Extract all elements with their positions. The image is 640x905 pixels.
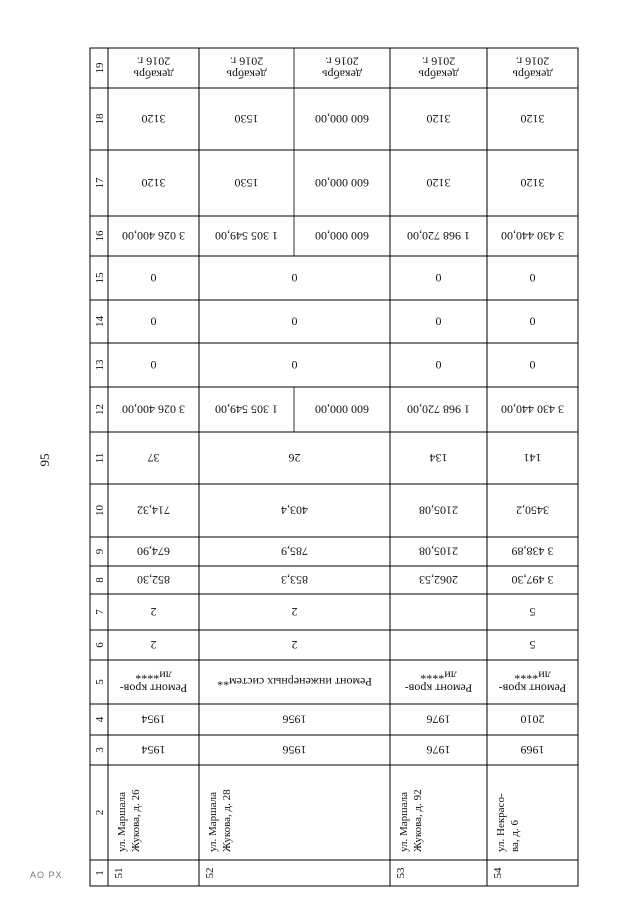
address-cell-line: ул. Маршала bbox=[207, 792, 219, 852]
cost-cell bbox=[530, 271, 536, 285]
total-cost-cell-line: 3 430 440,00 bbox=[501, 402, 564, 417]
entrances-cell bbox=[292, 605, 298, 619]
column-number-header bbox=[94, 870, 106, 876]
cost-cell bbox=[292, 315, 298, 329]
column-number-header bbox=[94, 548, 106, 554]
column-number-header-line: 13 bbox=[94, 359, 106, 371]
fund-cost-cell bbox=[122, 229, 185, 243]
total-area-cell-line: 852,30 bbox=[137, 573, 170, 587]
address-cell-line: Жукова, д. 92 bbox=[412, 789, 424, 852]
cost-cell-line: 0 bbox=[529, 314, 536, 329]
address-cell-line: Жукова, д. 28 bbox=[221, 789, 233, 852]
area-cell bbox=[512, 545, 554, 559]
table-grid bbox=[90, 48, 578, 886]
completion-date-cell bbox=[133, 55, 174, 82]
total-area-cell-line: 853,3 bbox=[281, 573, 308, 587]
max-unit-cost-cell-line: 600 000,00 bbox=[315, 112, 369, 126]
max-unit-cost-cell-line: 3120 bbox=[426, 112, 451, 126]
column-number-header bbox=[94, 230, 106, 242]
completion-date-cell bbox=[226, 55, 267, 82]
entrances-cell-line: 2 bbox=[150, 605, 157, 619]
max-unit-cost-cell-line: 3120 bbox=[141, 112, 166, 126]
completion-date-cell-line: декабрь bbox=[133, 67, 174, 82]
max-unit-cost-cell bbox=[427, 112, 451, 126]
completion-date-cell-line: декабрь bbox=[322, 67, 362, 82]
address-cell-line: Жукова, д. 26 bbox=[130, 789, 142, 852]
floors-cell bbox=[151, 638, 157, 652]
column-number-header-line: 3 bbox=[94, 747, 106, 753]
year-commissioned-cell bbox=[427, 713, 451, 727]
year-built-cell-line: 1976 bbox=[426, 743, 451, 757]
work-type-cell-line: ли**** bbox=[135, 668, 172, 683]
completion-date-cell-line: 2016 г. bbox=[515, 54, 550, 69]
address-cell bbox=[398, 789, 424, 852]
address-cell-line: ул. Маршала bbox=[398, 792, 410, 852]
cost-cell bbox=[292, 358, 298, 372]
column-number-header-line: 5 bbox=[94, 679, 106, 685]
cost-cell-line: 0 bbox=[435, 358, 442, 372]
row-number bbox=[492, 867, 504, 879]
row-number-line: 51 bbox=[113, 867, 125, 879]
column-number-header-line: 10 bbox=[94, 505, 106, 516]
column-number-header bbox=[94, 505, 106, 517]
max-unit-cost-cell bbox=[235, 112, 259, 126]
work-type-cell-line: Ремонт кров- bbox=[498, 681, 567, 696]
area-cell bbox=[137, 545, 170, 559]
year-commissioned-cell-line: 1976 bbox=[426, 712, 451, 727]
corner-mark: AO PX bbox=[30, 870, 63, 880]
total-cost-cell-line: 1 968 720,00 bbox=[407, 402, 470, 417]
cost-cell bbox=[151, 358, 157, 372]
row-number bbox=[113, 868, 125, 879]
cost-cell bbox=[530, 358, 536, 372]
cost-cell-line: 0 bbox=[291, 271, 298, 285]
column-number-header bbox=[94, 316, 106, 328]
column-number-header-line: 17 bbox=[94, 177, 106, 189]
work-type-cell bbox=[405, 669, 473, 696]
row-number-line: 54 bbox=[492, 867, 504, 879]
column-number-header-line: 11 bbox=[94, 452, 106, 464]
residents-cell-line: 26 bbox=[288, 451, 301, 465]
column-number-header bbox=[94, 609, 106, 615]
area-cell bbox=[419, 545, 458, 559]
living-area-cell bbox=[516, 504, 549, 518]
living-area-cell-line: 403,4 bbox=[281, 503, 308, 518]
cost-cell-line: 0 bbox=[150, 271, 157, 285]
year-commissioned-cell bbox=[283, 713, 307, 727]
year-built-cell bbox=[142, 743, 166, 757]
total-cost-cell bbox=[407, 403, 470, 417]
work-type-cell bbox=[499, 669, 567, 696]
cost-cell bbox=[436, 271, 442, 285]
address-cell bbox=[116, 789, 142, 852]
residents-cell bbox=[148, 451, 160, 465]
residents-cell-line: 141 bbox=[523, 451, 542, 465]
column-number-header bbox=[94, 747, 106, 753]
column-number-header bbox=[94, 679, 106, 685]
cost-cell-line: 0 bbox=[291, 314, 298, 329]
address-cell bbox=[207, 789, 233, 852]
completion-date-cell-line: 2016 г. bbox=[325, 54, 359, 69]
completion-date-cell bbox=[418, 55, 459, 82]
living-area-cell bbox=[137, 504, 170, 518]
residents-cell-line: 37 bbox=[147, 451, 160, 465]
max-unit-cost-cell bbox=[315, 112, 369, 126]
total-cost-cell-line: 600 000,00 bbox=[315, 402, 369, 417]
work-type-cell-line: ли**** bbox=[514, 668, 551, 683]
page-number: 95 bbox=[37, 453, 52, 467]
entrances-cell bbox=[151, 605, 157, 619]
unit-cost-cell bbox=[315, 176, 369, 190]
fund-cost-cell-line: 3 026 400,00 bbox=[122, 229, 185, 243]
completion-date-cell-line: 2016 г. bbox=[229, 54, 264, 69]
cost-cell bbox=[530, 315, 536, 329]
cost-cell-line: 0 bbox=[435, 314, 442, 329]
completion-date-cell-line: декабрь bbox=[226, 67, 267, 82]
cost-cell-line: 0 bbox=[291, 358, 298, 372]
residents-cell-line: 134 bbox=[429, 451, 448, 465]
row-number bbox=[204, 868, 216, 879]
total-area-cell bbox=[419, 573, 458, 587]
total-cost-cell-line: 3 026 400,00 bbox=[122, 402, 185, 417]
area-cell-line: 785,9 bbox=[281, 544, 308, 559]
unit-cost-cell-line: 3120 bbox=[141, 176, 166, 190]
year-built-cell-line: 1956 bbox=[282, 743, 307, 757]
cost-cell bbox=[151, 271, 157, 285]
area-cell-line: 3 438,89 bbox=[511, 544, 554, 559]
column-number-header-line: 9 bbox=[94, 548, 106, 555]
cost-cell-line: 0 bbox=[435, 271, 442, 285]
unit-cost-cell bbox=[235, 176, 259, 190]
work-type-cell-line: ли**** bbox=[420, 668, 457, 683]
year-built-cell-line: 1954 bbox=[141, 743, 166, 757]
total-cost-cell bbox=[215, 403, 278, 417]
cost-cell-line: 0 bbox=[529, 271, 536, 285]
fund-cost-cell-line: 600 000,00 bbox=[315, 229, 369, 243]
column-number-header-line: 2 bbox=[94, 809, 106, 816]
column-number-header bbox=[94, 810, 106, 816]
year-commissioned-cell-line: 1956 bbox=[282, 712, 307, 727]
work-type-cell bbox=[120, 669, 188, 696]
work-type-cell-line: Ремонт кров- bbox=[404, 681, 473, 696]
floors-cell bbox=[292, 638, 298, 652]
address-cell bbox=[495, 793, 521, 852]
max-unit-cost-cell-line: 1530 bbox=[234, 112, 259, 126]
area-cell bbox=[281, 545, 308, 559]
completion-date-cell bbox=[512, 55, 553, 82]
completion-date-cell-line: 2016 г. bbox=[421, 54, 456, 69]
living-area-cell-line: 3450,2 bbox=[516, 503, 549, 518]
living-area-cell-line: 2105,08 bbox=[419, 503, 458, 518]
year-built-cell-line: 1969 bbox=[520, 743, 545, 757]
column-number-header-line: 12 bbox=[94, 404, 106, 415]
unit-cost-cell bbox=[427, 176, 451, 190]
total-area-cell bbox=[512, 573, 554, 587]
column-number-header bbox=[94, 62, 106, 74]
fund-cost-cell-line: 3 430 440,00 bbox=[501, 229, 564, 243]
fund-cost-cell bbox=[501, 229, 564, 243]
year-built-cell bbox=[427, 743, 451, 757]
unit-cost-cell-line: 3120 bbox=[520, 176, 545, 190]
column-number-header-line: 15 bbox=[94, 272, 106, 284]
cost-cell-line: 0 bbox=[150, 314, 157, 329]
address-cell-line: ул. Маршала bbox=[116, 792, 128, 852]
column-number-header bbox=[94, 272, 106, 284]
max-unit-cost-cell bbox=[521, 112, 545, 126]
total-cost-cell bbox=[315, 403, 369, 417]
floors-cell-line: 2 bbox=[291, 638, 298, 652]
fund-cost-cell bbox=[407, 229, 470, 243]
address-cell-line: ва, д. 6 bbox=[509, 819, 521, 852]
total-area-cell-line: 3 497,30 bbox=[511, 573, 554, 587]
column-number-header-line: 19 bbox=[94, 62, 106, 74]
total-area-cell-line: 2062,53 bbox=[419, 573, 458, 587]
year-commissioned-cell-line: 1954 bbox=[141, 712, 166, 727]
year-built-cell bbox=[521, 743, 545, 757]
cost-cell bbox=[436, 358, 442, 372]
completion-date-cell-line: декабрь bbox=[418, 67, 459, 82]
column-number-header bbox=[94, 404, 106, 415]
unit-cost-cell-line: 1530 bbox=[234, 176, 259, 190]
floors-cell bbox=[530, 638, 536, 652]
max-unit-cost-cell-line: 3120 bbox=[520, 112, 545, 126]
column-number-header-line: 16 bbox=[94, 230, 106, 242]
area-cell-line: 674,90 bbox=[137, 544, 170, 559]
column-number-header bbox=[94, 113, 106, 125]
max-unit-cost-cell bbox=[142, 112, 166, 126]
total-cost-cell-line: 1 305 549,00 bbox=[215, 402, 278, 417]
fund-cost-cell bbox=[215, 229, 278, 243]
cost-cell bbox=[151, 315, 157, 329]
unit-cost-cell-line: 3120 bbox=[426, 176, 451, 190]
year-commissioned-cell-line: 2010 bbox=[520, 712, 545, 727]
row-number-line: 53 bbox=[395, 867, 407, 879]
column-number-header bbox=[94, 577, 106, 583]
cost-cell-line: 0 bbox=[529, 358, 536, 372]
total-cost-cell bbox=[501, 403, 564, 417]
cost-cell bbox=[292, 271, 298, 285]
work-type-cell-line: Ремонт инженерных систем** bbox=[217, 675, 372, 689]
total-area-cell bbox=[137, 573, 170, 587]
column-number-header bbox=[94, 716, 106, 722]
column-number-header-line: 8 bbox=[94, 577, 106, 583]
residents-cell bbox=[289, 451, 301, 465]
column-number-header-line: 14 bbox=[94, 316, 106, 327]
total-area-cell bbox=[281, 573, 308, 587]
year-commissioned-cell bbox=[521, 713, 545, 727]
address-cell-line: ул. Некрасо- bbox=[495, 793, 507, 852]
living-area-cell bbox=[281, 504, 308, 518]
column-number-header-line: 7 bbox=[94, 609, 106, 615]
row-number bbox=[395, 867, 407, 879]
work-type-cell bbox=[217, 675, 372, 689]
year-built-cell bbox=[283, 743, 307, 757]
total-cost-cell bbox=[122, 403, 185, 417]
work-type-cell-line: Ремонт кров- bbox=[119, 681, 188, 696]
living-area-cell-line: 714,32 bbox=[137, 503, 170, 518]
column-number-header bbox=[94, 359, 106, 371]
column-number-header bbox=[94, 642, 106, 648]
column-number-header bbox=[94, 177, 106, 189]
fund-cost-cell-line: 1 305 549,00 bbox=[215, 229, 278, 243]
completion-date-cell-line: декабрь bbox=[512, 67, 553, 82]
year-commissioned-cell bbox=[142, 713, 166, 727]
fund-cost-cell-line: 1 968 720,00 bbox=[407, 229, 470, 243]
floors-cell-line: 2 bbox=[150, 638, 157, 652]
unit-cost-cell bbox=[521, 176, 545, 190]
column-number-header-line: 1 bbox=[94, 870, 106, 876]
fund-cost-cell bbox=[315, 229, 369, 243]
living-area-cell bbox=[419, 504, 458, 518]
entrances-cell-line: 5 bbox=[529, 605, 536, 619]
entrances-cell bbox=[530, 605, 536, 619]
row-number-line: 52 bbox=[204, 867, 216, 879]
residents-cell bbox=[430, 451, 448, 465]
column-number-header bbox=[94, 453, 106, 464]
cost-cell-line: 0 bbox=[150, 358, 157, 372]
table-cells bbox=[94, 55, 566, 879]
entrances-cell-line: 2 bbox=[291, 605, 298, 619]
unit-cost-cell-line: 600 000,00 bbox=[315, 176, 369, 190]
completion-date-cell-line: 2016 г. bbox=[136, 54, 171, 69]
floors-cell-line: 5 bbox=[529, 638, 536, 652]
residents-cell bbox=[524, 451, 542, 465]
area-cell-line: 2105,08 bbox=[419, 544, 458, 559]
column-number-header-line: 4 bbox=[94, 716, 106, 723]
column-number-header-line: 6 bbox=[94, 642, 106, 648]
cost-cell bbox=[436, 315, 442, 329]
completion-date-cell bbox=[321, 55, 362, 82]
unit-cost-cell bbox=[142, 176, 166, 190]
column-number-header-line: 18 bbox=[94, 113, 106, 125]
